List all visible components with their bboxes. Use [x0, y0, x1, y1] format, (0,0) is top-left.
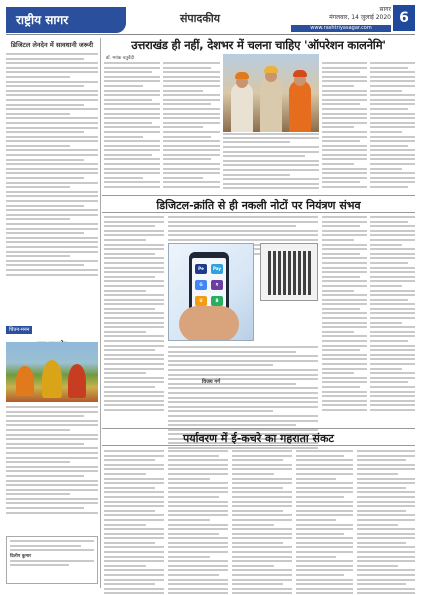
article2-col1: [104, 216, 164, 414]
logo-text: राष्ट्रीय सागर: [16, 13, 69, 27]
article1-col5: [370, 62, 415, 191]
article-divider: [102, 445, 415, 446]
article1-byline: डॉ. मयंक चतुर्वेदी: [106, 56, 135, 61]
article-divider: [102, 428, 415, 429]
article1-col1: [104, 62, 160, 191]
column-divider: [100, 38, 101, 588]
qr-code-photo: [260, 243, 318, 301]
masthead-meta: [329, 6, 391, 22]
sadhus-photo: [223, 54, 319, 132]
date-label: मंगलवार, 14 जुलाई 2020: [329, 14, 391, 21]
article3-col5: [357, 450, 415, 595]
masthead-rule: [6, 34, 415, 35]
article1-col3: [223, 146, 319, 192]
article3-col3: [232, 450, 292, 595]
newspaper-logo: [6, 7, 126, 33]
photo-caption: [223, 133, 319, 145]
phone-payment-photo: Pe Pay G ₹ U B: [168, 243, 254, 341]
masthead: [0, 0, 421, 36]
article1-col2: [163, 62, 220, 191]
left-article-heading: डिजिटल लेनदेन में सावधानी जरूरी: [10, 41, 94, 49]
imprint-name: दिलीप कुमार: [10, 553, 32, 559]
article-divider: [102, 195, 415, 196]
website-label: www.rashtriyasagar.com: [291, 25, 391, 32]
place-label: सागर: [379, 6, 391, 13]
article2-headline: डिजिटल-क्रांति से ही नकली नोटों पर नियंत्रण संभव: [156, 199, 361, 212]
chintan-body: [6, 406, 98, 516]
article3-col4: [296, 450, 353, 595]
article-divider: [102, 212, 415, 213]
article3-byline: विजय गर्ग: [202, 379, 221, 385]
print-color-bar: [0, 587, 421, 595]
left-column: [6, 38, 98, 588]
article3-headline: पर्यावरण में ई-कचरे का गहराता संकट: [183, 432, 334, 445]
imprint-box: [6, 536, 98, 584]
article2-col4: [370, 216, 415, 414]
flowers-photo: [6, 342, 98, 402]
page-number: 6: [393, 5, 415, 31]
article1-col4: [322, 62, 367, 191]
section-title: संपादकीय: [180, 12, 221, 25]
article3-col1: [104, 450, 164, 595]
article1-headline: उत्तराखंड ही नहीं, देशभर में चलना चाहिए 'ऑपरेशन कालनेमि': [131, 38, 386, 52]
left-article-body: [6, 53, 98, 276]
section-tag: चिंतन-मनन: [6, 326, 32, 334]
article2-col3: [322, 216, 367, 414]
article3-col2: [168, 450, 228, 595]
